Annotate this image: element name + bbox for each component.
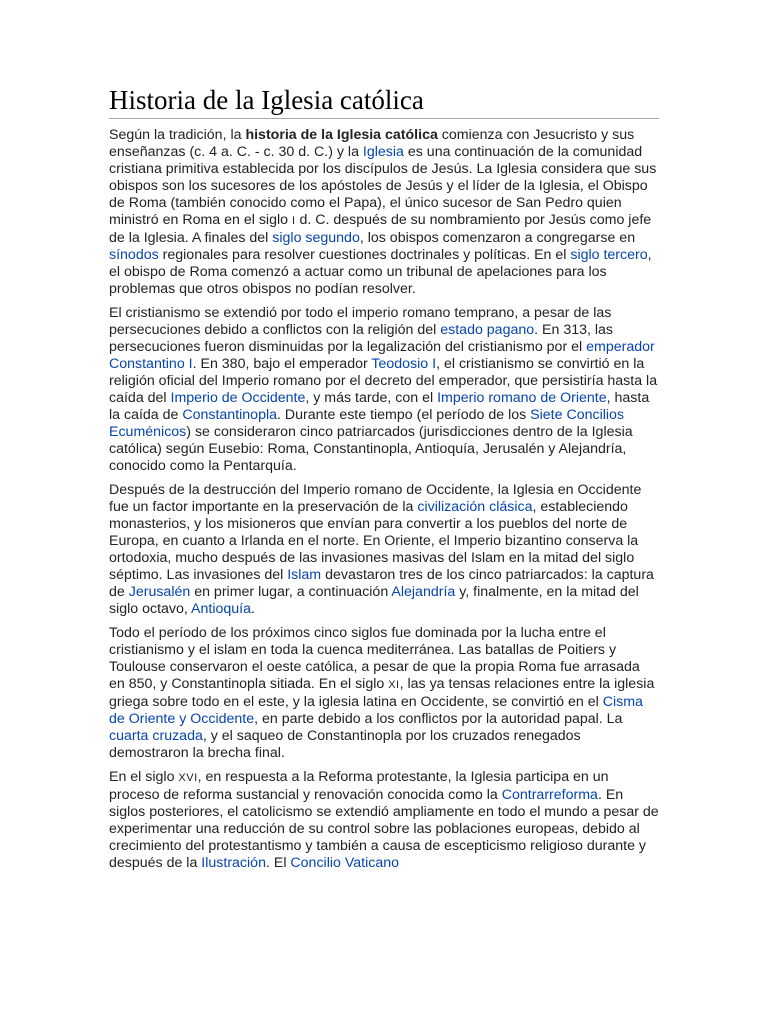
- text: devastaron tres de los cinco patriarcados: la captura de: [109, 567, 654, 600]
- text: , el obispo de Roma comenzó a actuar como un tribunal de apelaciones para los problemas que otros obispos no podían resolver.: [109, 247, 652, 297]
- page-title: Historia de la Iglesia católica: [109, 84, 659, 119]
- text: . En 313, las persecuciones fueron disminuidas por la legalización del cristianismo por el: [109, 322, 614, 355]
- text: comienza con Jesucristo y sus enseñanzas (c. 4 a. C. - c. 30 d. C.) y la: [109, 127, 635, 160]
- link-alejandria[interactable]: Alejandría: [391, 584, 456, 600]
- link-contrarreforma[interactable]: Contrarreforma: [501, 787, 598, 803]
- paragraph-2: [109, 305, 659, 475]
- text: es una continuación de la comunidad cristiana primitiva establecida por los discípulos de Jesús. La Iglesia considera que sus obispos son los sucesores de los apóstoles de Jesús y el líder de la Iglesia, el Obispo de Roma (también conocido como el Papa), el único sucesor de San Pedro quien ministró en Roma en el siglo: [109, 144, 657, 228]
- link-sinodos[interactable]: sínodos: [109, 247, 159, 263]
- text: y, finalmente, en la mitad del siglo octavo,: [109, 584, 639, 617]
- text: . En 380, bajo el emperador: [192, 356, 372, 372]
- link-ilustracion[interactable]: Ilustración: [201, 855, 266, 871]
- link-imperio-occidente[interactable]: Imperio de Occidente: [170, 390, 306, 406]
- text: , en parte debido a los conflictos por la autoridad papal. La: [254, 711, 623, 727]
- paragraph-3: [109, 482, 659, 618]
- text: Según la tradición, la: [109, 127, 246, 143]
- century-numeral: XI: [388, 679, 400, 691]
- text: , y más tarde, con el: [305, 390, 438, 406]
- article-body: [109, 84, 659, 872]
- bold-term: historia de la Iglesia católica: [245, 127, 438, 143]
- link-iglesia[interactable]: Iglesia: [362, 144, 404, 160]
- paragraph-5: [109, 769, 659, 872]
- link-islam[interactable]: Islam: [287, 567, 322, 583]
- text: ) se consideraron cinco patriarcados (jurisdicciones dentro de la Iglesia católica) según Eusebio: Roma, Constantinopla, Antioquía, Jerusalén y Alejandría, conocido como la Pentarquía.: [109, 424, 633, 474]
- link-antioquia[interactable]: Antioquía: [191, 601, 251, 617]
- text: en primer lugar, a continuación: [190, 584, 392, 600]
- link-emperador-constantino[interactable]: emperador Constantino I: [109, 339, 655, 372]
- paragraph-1: [109, 127, 659, 298]
- link-jerusalen[interactable]: Jerusalén: [128, 584, 191, 600]
- link-teodosio[interactable]: Teodosio I: [371, 356, 437, 372]
- text: , las ya tensas relaciones entre la iglesia griega sobre todo en el este, y la iglesia latina en Occidente, se convirtió en el: [109, 676, 655, 710]
- text: En el siglo: [109, 769, 179, 785]
- text: . Durante este tiempo (el período de los: [277, 407, 531, 423]
- text: El cristianismo se extendió por todo el imperio romano temprano, a pesar de las persecuciones debido a conflictos con la religión del: [109, 305, 612, 338]
- link-cisma[interactable]: Cisma de Oriente y Occidente: [109, 694, 643, 727]
- text: d. C. después de su nombramiento por Jesús como jefe de la Iglesia. A finales del: [109, 212, 652, 246]
- link-imperio-oriente[interactable]: Imperio romano de Oriente: [437, 390, 607, 406]
- text: .: [250, 601, 255, 617]
- text: Todo el período de los próximos cinco siglos fue dominada por la lucha entre el cristianismo y el islam en toda la cuenca mediterránea. Las batallas de Poitiers y Toulouse conservaron el oeste católica, a pesar de que la propia Roma fue arrasada en 850, y Constantinopla sitiada. En el siglo: [109, 625, 640, 692]
- text: , y el saqueo de Constantinopla por los cruzados renegados demostraron la brecha final.: [109, 728, 581, 761]
- link-siete-concilios[interactable]: Siete Concilios Ecuménicos: [109, 407, 625, 440]
- text: , en respuesta a la Reforma protestante, la Iglesia participa en un proceso de reforma sustancial y renovación conocida como la: [109, 769, 609, 803]
- text: Después de la destrucción del Imperio romano de Occidente, la Iglesia en Occidente fue un factor importante en la preservación de la: [109, 482, 642, 515]
- text: , estableciendo monasterios, y los misioneros que envían para convertir a los pueblos del norte de Europa, en cuanto a Irlanda en el norte. En Oriente, el Imperio bizantino conserva la ortodoxia, mucho después de las invasiones masivas del Islam en la mitad del siglo séptimo. Las invasiones del: [109, 499, 639, 583]
- text: , los obispos comenzaron a congregarse en: [359, 230, 636, 246]
- century-numeral: XVI: [178, 772, 198, 784]
- link-siglo-segundo[interactable]: siglo segundo: [272, 230, 360, 246]
- paragraph-4: [109, 625, 659, 762]
- link-cuarta-cruzada[interactable]: cuarta cruzada: [109, 728, 203, 744]
- text: , el cristianismo se convirtió en la religión oficial del Imperio romano por el decreto del emperador, que persistiría hasta la caída del: [109, 356, 658, 406]
- link-concilio-vaticano[interactable]: Concilio Vaticano: [290, 855, 399, 871]
- link-estado-pagano[interactable]: estado pagano: [440, 322, 535, 338]
- link-civilizacion-clasica[interactable]: civilización clásica: [417, 499, 533, 515]
- text: . En siglos posteriores, el catolicismo se extendió ampliamente en todo el mundo a pesar de experimentar una reducción de su control sobre las poblaciones europeas, debido al crecimiento del protestantismo y también a causa de escepticismo religioso durante y después de la: [109, 787, 659, 871]
- text: regionales para resolver cuestiones doctrinales y políticas. En el: [158, 247, 571, 263]
- text: . El: [265, 855, 291, 871]
- link-constantinopla[interactable]: Constantinopla: [182, 407, 278, 423]
- century-numeral: I: [291, 215, 296, 227]
- link-siglo-tercero[interactable]: siglo tercero: [570, 247, 648, 263]
- text: , hasta la caída de: [109, 390, 650, 423]
